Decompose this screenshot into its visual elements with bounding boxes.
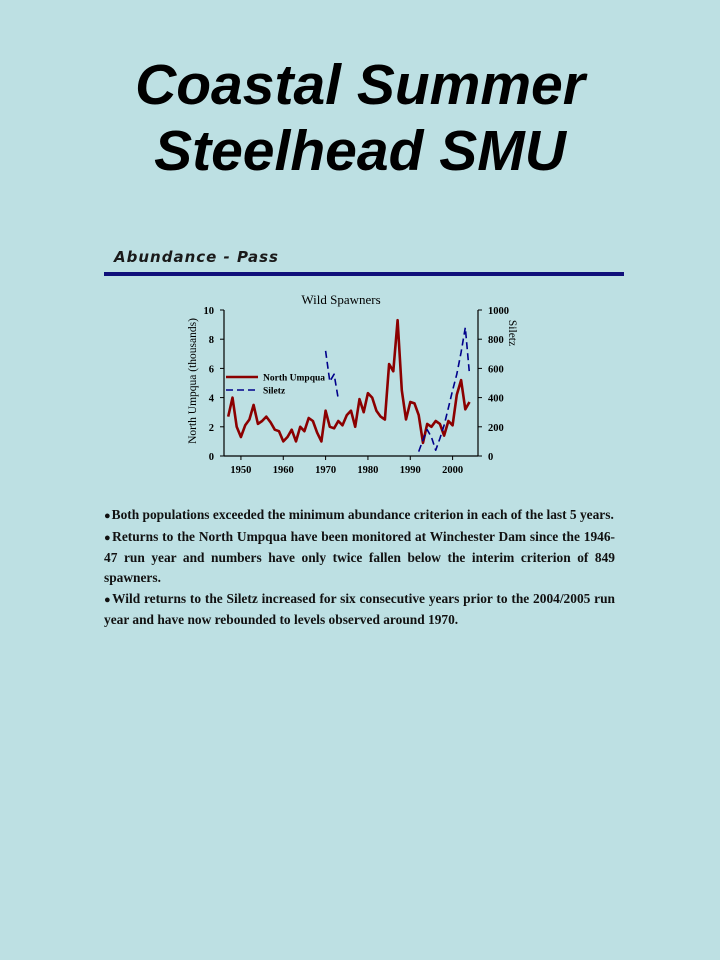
legend-label: North Umpqua [263,373,326,384]
x-tick-label: 1990 [399,465,421,476]
x-tick-label: 1960 [272,465,294,476]
title-line-1: Coastal Summer [135,53,585,117]
section-heading: Abundance - Pass [114,248,279,266]
chart-title: Wild Spawners [301,292,381,307]
x-tick-label: 1970 [315,465,337,476]
right-y-tick-label: 400 [488,393,504,405]
left-y-tick-label: 4 [208,393,214,405]
bullet-item [104,527,615,588]
left-y-tick-label: 6 [208,364,214,376]
right-y-tick-label: 1000 [488,306,509,317]
left-y-tick-label: 10 [203,306,214,317]
bullet-list [104,505,615,631]
right-y-axis-label: Siletz [506,319,518,347]
bullet-text: Returns to the North Umpqua have been monitored at Winchester Dam since the 1946-47 run year and numbers have only twice fallen below the interim criterion of 849 spawners. [104,529,615,585]
bullet-text: Wild returns to the Siletz increased for six consecutive years prior to the 2004/2005 run year and have now rebounded to levels observed around 1970. [104,591,615,627]
bullet-text: Both populations exceeded the minimum abundance criterion in each of the last 5 years. [111,507,614,522]
bullet-dot-icon: ● [104,510,111,522]
right-y-tick-label: 200 [488,422,504,434]
x-tick-label: 1950 [230,465,252,476]
bullet-item [104,589,615,630]
right-y-tick-label: 0 [488,452,494,463]
bullet-item [104,505,615,526]
right-y-tick-label: 800 [488,335,504,347]
left-y-tick-label: 0 [208,452,214,463]
title-line-2: Steelhead SMU [154,119,566,183]
left-y-tick-label: 2 [208,422,214,434]
x-tick-label: 1980 [357,465,379,476]
left-y-tick-label: 8 [208,335,214,347]
right-y-tick-label: 600 [488,364,504,376]
legend-label: Siletz [263,386,286,397]
bullet-dot-icon: ● [104,532,112,544]
x-tick-label: 2000 [442,465,464,476]
bullet-dot-icon: ● [104,594,112,606]
series-line-siletz [326,351,339,399]
left-y-axis-label: North Umpqua (thousands) [187,318,199,444]
